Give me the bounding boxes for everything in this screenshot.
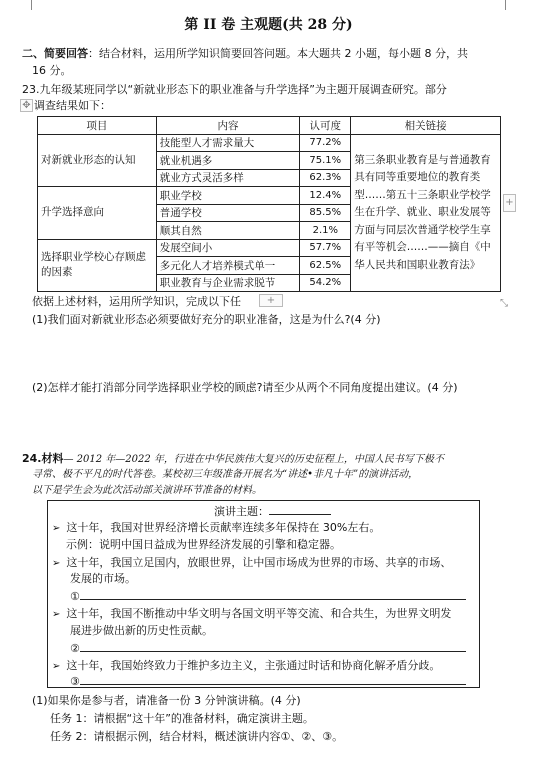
section-instructions-line2: 16 分。	[32, 64, 72, 77]
bullet-item: ➢ 这十年，我国始终致力于维护多边主义，主张通过时话和协商化解矛盾分歧。	[52, 659, 441, 672]
section-instructions	[22, 46, 468, 61]
approval-cell: 75.1%	[300, 152, 351, 170]
add-row-button[interactable]: +	[259, 294, 283, 307]
table-row	[38, 134, 501, 152]
bullet-item: ➢ 这十年，我国不断推动中华文明与各国文明平等交流、和合共生，为世界文明发	[52, 607, 452, 620]
speech-topic-blank[interactable]	[269, 503, 331, 515]
q24-task-1: 任务 1：请根据“这十年”的准备材料，确定演讲主题。	[50, 712, 314, 725]
header-approval: 认可度	[300, 117, 351, 135]
bullet-item: ➢ 这十年，我国对世界经济增长贡献率连续多年保持在 30%左右。	[52, 521, 381, 534]
project-cell: 选择职业学校心存顾虑的因素	[38, 239, 157, 292]
speech-topic-row	[214, 503, 331, 519]
q24-task-2: 任务 2：请根据示例，结合材料，概述演讲内容①、②、③。	[50, 730, 344, 743]
q24-number: 24.	[22, 452, 42, 465]
content-cell: 顺其自然	[156, 222, 300, 240]
q23-sub-question-2: (2)怎样才能打消部分同学选择职业学校的顾虑?请至少从两个不同角度提出建议。(4 分)	[32, 381, 458, 394]
header-content: 内容	[156, 117, 300, 135]
page-corner-mark-top-left	[22, 0, 32, 10]
table-header-row	[38, 117, 501, 135]
arrow-bullet-icon: ➢	[52, 523, 61, 534]
project-cell: 对新就业形态的认知	[38, 134, 157, 187]
answer-blank-line[interactable]	[80, 673, 466, 685]
approval-cell: 2.1%	[300, 222, 351, 240]
bullet-continuation: 展进步做出新的历史性贡献。	[70, 624, 213, 637]
approval-cell: 77.2%	[300, 134, 351, 152]
table-resize-handle-icon[interactable]: ⤡	[500, 298, 508, 309]
header-related-link: 相关链接	[351, 117, 501, 135]
content-cell: 普通学校	[156, 204, 300, 222]
content-cell: 就业机遇多	[156, 152, 300, 170]
content-cell: 职业学校	[156, 187, 300, 205]
q23-intro-line2: 调查结果如下：	[34, 99, 111, 112]
bullet-continuation: 发展的市场。	[70, 572, 136, 585]
bullet-item: ➢ 这十年，我国立足国内，放眼世界，让中国市场成为世界的市场、共享的市场、	[52, 556, 452, 569]
arrow-bullet-icon: ➢	[52, 609, 61, 620]
approval-cell: 62.3%	[300, 169, 351, 187]
answer-marker: ②	[70, 642, 80, 655]
content-cell: 职业教育与企业需求脱节	[156, 274, 300, 292]
exam-section-title: 第 II 卷 主观题(共 28 分)	[184, 17, 353, 33]
approval-cell: 57.7%	[300, 239, 351, 257]
q23-intro-line1: 23.九年级某班同学以“新就业形态下的职业准备与升学选择”为主题开展调查研究。部分	[22, 83, 447, 96]
add-column-button[interactable]: +	[503, 194, 516, 212]
answer-marker: ③	[70, 675, 80, 688]
answer-marker: ①	[70, 590, 80, 603]
page-corner-mark-top-right	[505, 0, 515, 10]
answer-blank-row	[70, 673, 466, 689]
q24-intro-line2: 寻常、极不平凡的时代答卷。某校初三年级准备开展名为“讲述•非凡十年”的演讲活动，	[32, 469, 419, 480]
arrow-bullet-icon: ➢	[52, 661, 61, 672]
q23-task-instruction: 依据上述材料，运用所学知识，完成以下任	[32, 295, 241, 308]
approval-cell: 62.5%	[300, 257, 351, 275]
project-cell: 升学选择意向	[38, 187, 157, 240]
section-heading: 二、简要回答	[22, 47, 88, 60]
bullet-example: 示例：说明中国日益成为世界经济发展的引擎和稳定器。	[66, 538, 341, 551]
q23-sub-question-1: (1)我们面对新就业形态必须要做好充分的职业准备，这是为什么?(4 分)	[32, 313, 381, 326]
arrow-bullet-icon: ➢	[52, 558, 61, 569]
content-cell: 多元化人才培养模式单一	[156, 257, 300, 275]
answer-blank-line[interactable]	[80, 640, 466, 652]
content-cell: 发展空间小	[156, 239, 300, 257]
answer-blank-row	[70, 588, 466, 604]
header-project: 项目	[38, 117, 157, 135]
approval-cell: 54.2%	[300, 274, 351, 292]
section-instructions-line1: ：结合材料，运用所学知识简要回答问题。本大题共 2 小题，每小题 8 分，共	[88, 47, 468, 60]
q24-sub-question-1: (1)如果你是参与者，请准备一份 3 分钟演讲稿。(4 分)	[32, 694, 301, 707]
answer-blank-row	[70, 640, 466, 656]
content-cell: 技能型人才需求量大	[156, 134, 300, 152]
approval-cell: 85.5%	[300, 204, 351, 222]
speech-topic-label: 演讲主题：	[214, 505, 269, 518]
table-move-handle-icon[interactable]: ✥	[20, 99, 33, 112]
q24-intro-line3: 以下是学生会为此次活动部关演讲环节准备的材料。	[32, 485, 262, 496]
related-link-cell: 第三条职业教育是与普通教育具有同等重要地位的教育类型……第五十三条职业学校学生在升学、就业、职业发展等方面与同层次普通学校学生享有平等机会……——摘自《中华人民共和国职业教育法》	[351, 134, 501, 292]
survey-table	[37, 116, 501, 292]
approval-cell: 12.4%	[300, 187, 351, 205]
q24-intro-text1: — 2012 年—2022 年，行进在中华民族伟大复兴的历史征程上，中国人民书写下极不	[63, 454, 444, 465]
answer-blank-line[interactable]	[80, 588, 466, 600]
q24-intro-line1	[22, 451, 444, 467]
content-cell: 就业方式灵活多样	[156, 169, 300, 187]
q24-material-label: 材料	[41, 452, 64, 465]
